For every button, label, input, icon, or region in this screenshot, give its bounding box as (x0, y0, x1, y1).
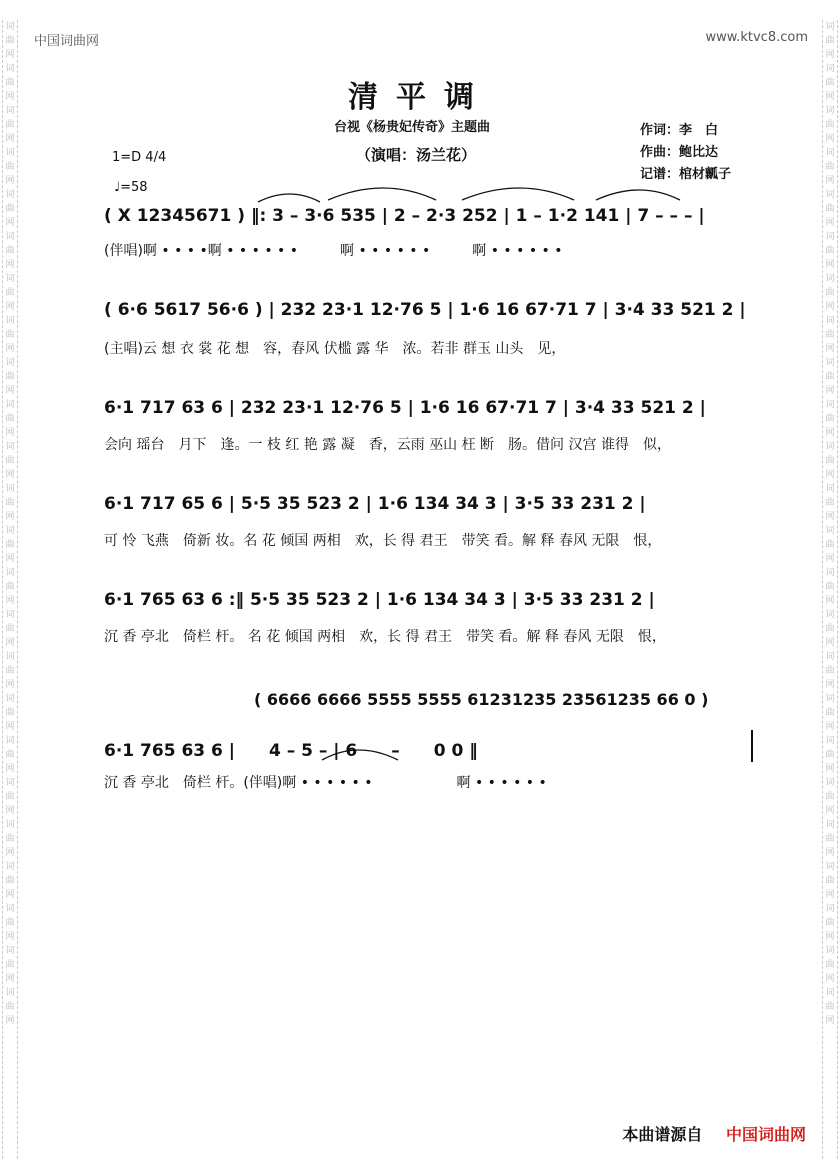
singer-credit: （演唱：汤兰花） (356, 146, 477, 164)
watermark-text: 词曲网 (5, 904, 15, 942)
watermark-text: 词曲网 (5, 232, 15, 270)
watermark-text: 词曲网 (5, 778, 15, 816)
watermark-text: 词曲网 (5, 610, 15, 648)
watermark-text: 词曲网 (825, 610, 835, 648)
watermark-text: 词曲网 (825, 904, 835, 942)
site-name-header: 中国词曲网 (34, 34, 100, 49)
slur-mark (258, 194, 320, 202)
watermark-text: 词曲网 (5, 106, 15, 144)
transcriber-credit: 记谱：棺材瓤子 (640, 167, 732, 182)
watermark-text: 词曲网 (5, 442, 15, 480)
watermark-text: 词曲网 (825, 442, 835, 480)
watermark-text: 词曲网 (5, 820, 15, 858)
score-row: ( X 12345671 ) ‖: 3 – 3·6 535 | 2 – 2·3 252 | 1 – 1·2 141 | 7 – – – | (104, 206, 705, 226)
watermark-text: 词曲网 (5, 946, 15, 984)
watermark-text: 词曲网 (5, 862, 15, 900)
lyricist-credit: 作词：李 白 (640, 123, 719, 138)
source-footer (622, 1122, 806, 1145)
interlude-row: ( 6666 6666 5555 5555 61231235 23561235 66 0 ) (254, 690, 709, 709)
slur-mark (596, 190, 680, 200)
song-subtitle: 台视《杨贵妃传奇》主题曲 (334, 120, 491, 135)
watermark-text: 词曲网 (825, 778, 835, 816)
watermark-text: 词曲网 (825, 526, 835, 564)
score-row: ( 6·6 5617 56·6 ) | 232 23·1 12·76 5 | 1·6 16 67·71 7 | 3·4 33 521 2 | (104, 300, 746, 320)
watermark-text: 词曲网 (5, 358, 15, 396)
watermark-text: 词曲网 (825, 736, 835, 774)
score-row: 6·1 717 65 6 | 5·5 35 523 2 | 1·6 134 34 3 | 3·5 33 231 2 | (104, 494, 646, 514)
watermark-text: 词曲网 (825, 232, 835, 270)
watermark-text: 词曲网 (5, 526, 15, 564)
watermark-text: 词曲网 (825, 694, 835, 732)
watermark-text: 词曲网 (5, 694, 15, 732)
watermark-text: 词曲网 (5, 64, 15, 102)
watermark-text: 词曲网 (5, 22, 15, 60)
tempo-marking: ♩=58 (114, 180, 148, 195)
source-site-link[interactable]: 中国词曲网 (725, 1125, 806, 1144)
watermark-text: 词曲网 (5, 568, 15, 606)
watermark-text: 词曲网 (825, 22, 835, 60)
watermark-text: 词曲网 (825, 988, 835, 1026)
site-url-header: www.ktvc8.com (705, 30, 808, 45)
watermark-text: 词曲网 (825, 820, 835, 858)
watermark-text: 词曲网 (825, 190, 835, 228)
watermark-text: 词曲网 (5, 736, 15, 774)
watermark-text: 词曲网 (825, 316, 835, 354)
watermark-text: 词曲网 (5, 190, 15, 228)
score-row: 6·1 717 63 6 | 232 23·1 12·76 5 | 1·6 16 67·71 7 | 3·4 33 521 2 | (104, 398, 706, 418)
watermark-text: 词曲网 (5, 988, 15, 1026)
lyric-row: 沉 香 亭北 倚栏 杆。(伴唱)啊 • • • • • • 啊 • • • • • • (104, 775, 547, 791)
composer-credit: 作曲：鲍比达 (640, 145, 719, 160)
watermark-text: 词曲网 (825, 652, 835, 690)
lyric-row: (伴唱)啊 • • • •啊 • • • • • • 啊 • • • • • • 啊 • • • • • • (104, 243, 563, 259)
lyric-row: 沉 香 亭北 倚栏 杆。 名 花 倾国 两相 欢，长 得 君王 带笑 看。解 释 春风 无限 恨， (104, 629, 666, 645)
watermark-text: 词曲网 (5, 484, 15, 522)
watermark-text: 词曲网 (825, 484, 835, 522)
source-label: 本曲谱源自 (622, 1125, 703, 1144)
key-signature: 1=D 4/4 (112, 150, 167, 165)
lyric-row: (主唱)云 想 衣 裳 花 想 容，春风 伏槛 露 华 浓。若非 群玉 山头 见， (104, 341, 566, 357)
watermark-text: 词曲网 (825, 148, 835, 186)
watermark-text: 词曲网 (825, 358, 835, 396)
watermark-text: 词曲网 (825, 106, 835, 144)
watermark-text: 词曲网 (5, 274, 15, 312)
watermark-text: 词曲网 (5, 400, 15, 438)
lyric-row: 会向 瑶台 月下 逢。一 枝 红 艳 露 凝 香，云雨 巫山 枉 断 肠。借问 汉宫 谁得 似， (104, 437, 671, 453)
watermark-text: 词曲网 (5, 316, 15, 354)
watermark-text: 词曲网 (5, 652, 15, 690)
watermark-text: 词曲网 (825, 946, 835, 984)
score-row: 6·1 765 63 6 :‖ 5·5 35 523 2 | 1·6 134 34 3 | 3·5 33 231 2 | (104, 590, 655, 610)
song-title: 清平调 (348, 80, 492, 115)
watermark-text: 词曲网 (825, 400, 835, 438)
watermark-text: 词曲网 (825, 568, 835, 606)
watermark-text: 词曲网 (825, 862, 835, 900)
score-row: 6·1 765 63 6 | 4 – 5 – | 6 – 0 0 ‖ (104, 741, 478, 761)
watermark-text: 词曲网 (825, 64, 835, 102)
slur-mark (462, 188, 574, 200)
watermark-text: 词曲网 (825, 274, 835, 312)
watermark-text: 词曲网 (5, 148, 15, 186)
slur-mark (328, 188, 436, 200)
lyric-row: 可 怜 飞燕 倚新 妆。名 花 倾国 两相 欢，长 得 君王 带笑 看。解 释 春风 无限 恨， (104, 533, 662, 549)
